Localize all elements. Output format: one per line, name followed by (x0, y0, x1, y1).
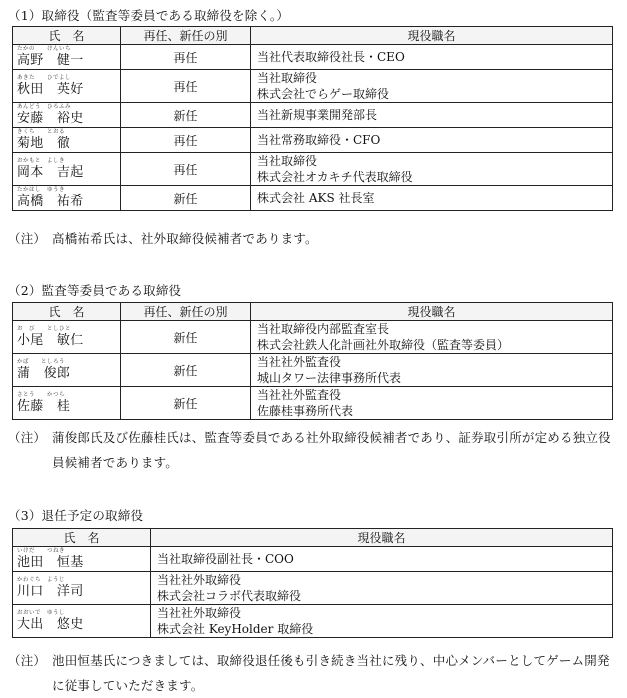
position-line: 当社社外監査役 (257, 388, 342, 402)
name-ruby: おかもと よしき (17, 158, 66, 164)
position-line: 当社社外取締役 (157, 606, 242, 620)
person-name: 大出 悠史 (17, 617, 84, 632)
status-cell: 新任 (121, 321, 251, 354)
position-cell (251, 186, 613, 211)
header-position: 現役職名 (151, 529, 613, 547)
position-cell (151, 605, 613, 638)
name-cell (13, 354, 121, 387)
person-name: 小尾 敏仁 (17, 333, 84, 348)
table-row (13, 387, 613, 420)
table-row (13, 70, 613, 103)
position-cell (251, 354, 613, 387)
position-line: 株式会社 KeyHolder 取締役 (157, 622, 314, 636)
name-ruby: かば としろう (17, 359, 66, 365)
section3-heading: （3）退任予定の取締役 (8, 508, 144, 523)
name-cell (13, 605, 151, 638)
table-header-row (13, 27, 613, 45)
name-cell (13, 70, 121, 103)
name-cell (13, 103, 121, 128)
position-cell (151, 572, 613, 605)
header-name: 氏 名 (13, 27, 121, 45)
name-ruby: あきた ひでよし (17, 75, 72, 81)
header-name: 氏 名 (13, 529, 151, 547)
status-cell: 再任 (121, 45, 251, 70)
name-cell (13, 387, 121, 420)
section2-note (8, 425, 618, 475)
name-cell (13, 128, 121, 153)
name-ruby: きくち とおる (17, 129, 66, 135)
name-cell (13, 186, 121, 211)
section2-heading: （2）監査等委員である取締役 (8, 283, 182, 298)
note-text: 蒲俊郎氏及び佐藤桂氏は、監査等委員である社外取締役候補者であり、証券取引所が定める独立役員候補者であります。 (52, 430, 611, 470)
table-row (13, 354, 613, 387)
position-line: 株式会社オカキチ代表取締役 (257, 170, 413, 184)
position-line: 株式会社鉄人化計画社外取締役（監査等委員） (257, 338, 510, 352)
header-name: 氏 名 (13, 303, 121, 321)
header-status: 再任、新任の別 (121, 27, 251, 45)
position-cell (151, 547, 613, 572)
section1-heading: （1）取締役（監査等委員である取締役を除く。） (8, 8, 290, 23)
header-position: 現役職名 (251, 303, 613, 321)
position-line: 当社社外監査役 (257, 355, 342, 369)
position-line: 株式会社コラボ代表取締役 (157, 589, 302, 603)
name-cell (13, 572, 151, 605)
name-cell (13, 547, 151, 572)
person-name: 秋田 英好 (17, 82, 84, 97)
header-status: 再任、新任の別 (121, 303, 251, 321)
person-name: 佐藤 桂 (17, 399, 71, 414)
status-cell: 新任 (121, 186, 251, 211)
person-name: 池田 恒基 (17, 555, 84, 570)
note-label: （注） (8, 231, 47, 246)
position-line: 当社新規事業開発部長 (257, 108, 378, 122)
section1-table (12, 26, 613, 211)
table-row (13, 321, 613, 354)
table-row (13, 128, 613, 153)
position-line: 当社取締役 (257, 71, 318, 85)
table-header-row (13, 529, 613, 547)
position-cell (251, 321, 613, 354)
section3-note (8, 648, 618, 698)
status-cell: 再任 (121, 153, 251, 186)
table-row (13, 186, 613, 211)
position-cell (251, 70, 613, 103)
table-row (13, 547, 613, 572)
name-ruby: お び としひと (17, 326, 72, 332)
position-line: 当社取締役 (257, 154, 318, 168)
note-text: 池田恒基氏につきましては、取締役退任後も引き続き当社に残り、中心メンバーとしてゲーム開発に従事していただきます。 (52, 653, 610, 693)
position-line: 当社代表取締役社長・CEO (257, 50, 405, 64)
note-text: 高橋祐希氏は、社外取締役候補者であります。 (52, 231, 318, 246)
status-cell: 新任 (121, 103, 251, 128)
name-ruby: さとう かつら (17, 392, 66, 398)
name-cell (13, 45, 121, 70)
status-cell: 新任 (121, 387, 251, 420)
name-ruby: いけだ つねき (17, 548, 66, 554)
position-line: 株式会社 AKS 社長室 (257, 191, 375, 205)
position-cell (251, 103, 613, 128)
position-line: 当社社外取締役 (157, 573, 242, 587)
person-name: 岡本 吉起 (17, 165, 84, 180)
table-row (13, 572, 613, 605)
person-name: 川口 洋司 (17, 584, 84, 599)
note-label: （注） (8, 653, 47, 668)
section3-table (12, 528, 613, 638)
position-line: 株式会社でらゲー取締役 (257, 87, 390, 101)
name-ruby: おおいで ゆうし (17, 610, 66, 616)
name-ruby: たかの けんいち (17, 46, 72, 52)
table-row (13, 45, 613, 70)
name-cell (13, 321, 121, 354)
status-cell: 再任 (121, 128, 251, 153)
position-cell (251, 387, 613, 420)
status-cell: 再任 (121, 70, 251, 103)
person-name: 菊地 徹 (17, 136, 71, 151)
name-ruby: たかはし ゆうき (17, 187, 66, 193)
position-line: 佐藤桂事務所代表 (257, 404, 354, 418)
name-ruby: かわぐち ようじ (17, 577, 66, 583)
table-header-row (13, 303, 613, 321)
note-label: （注） (8, 430, 47, 445)
status-cell: 新任 (121, 354, 251, 387)
person-name: 安藤 裕史 (17, 111, 84, 126)
name-cell (13, 153, 121, 186)
position-line: 当社常務取締役・CFO (257, 133, 381, 147)
person-name: 蒲 俊郎 (17, 366, 71, 381)
table-row (13, 103, 613, 128)
header-position: 現役職名 (251, 27, 613, 45)
table-row (13, 153, 613, 186)
person-name: 高橋 祐希 (17, 194, 84, 209)
position-cell (251, 45, 613, 70)
position-cell (251, 128, 613, 153)
section2-table (12, 302, 613, 420)
person-name: 高野 健一 (17, 53, 84, 68)
position-cell (251, 153, 613, 186)
position-line: 城山タワー法律事務所代表 (257, 371, 402, 385)
position-line: 当社取締役内部監査室長 (257, 322, 390, 336)
position-line: 当社取締役副社長・COO (157, 552, 294, 566)
section1-note (8, 226, 618, 251)
table-row (13, 605, 613, 638)
name-ruby: あんどう ひろふみ (17, 104, 72, 110)
